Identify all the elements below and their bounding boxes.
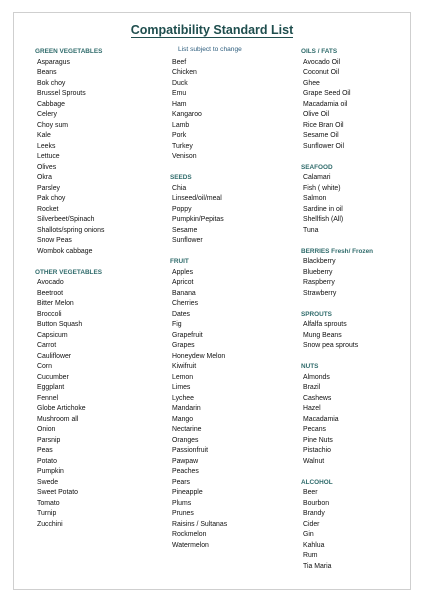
list-item: Cauliflower xyxy=(37,352,72,360)
list-item: Peaches xyxy=(172,468,199,475)
list-item: Kahlua xyxy=(303,541,325,549)
list-item: Pawpaw xyxy=(172,457,199,465)
list-item: Brazil xyxy=(303,384,321,391)
list-item: Bok choy xyxy=(37,79,66,87)
list-item: Eggplant xyxy=(37,384,65,391)
list-item: Lemon xyxy=(172,373,194,381)
section-gap xyxy=(301,299,424,310)
section-gap xyxy=(301,352,424,363)
subject-to-change-note: List subject to change xyxy=(178,46,242,53)
list-item: Kiwifruit xyxy=(172,363,197,370)
list-item: Almonds xyxy=(303,373,330,381)
list-item: Macadamia oil xyxy=(303,100,348,108)
list-item: Capsicum xyxy=(37,331,68,339)
list-item: Pistachio xyxy=(303,447,331,454)
list-item: Avocado Oil xyxy=(303,58,341,66)
list-item: Rum xyxy=(303,552,318,559)
list-item: Pears xyxy=(172,478,191,486)
list-item: Peas xyxy=(37,447,53,454)
list-item: Kale xyxy=(37,132,51,139)
list-item: Apricot xyxy=(172,279,194,286)
list-item: Turkey xyxy=(172,142,193,150)
list-item: Duck xyxy=(172,79,188,87)
list-item: Sweet Potato xyxy=(37,489,78,496)
list-item: Calamari xyxy=(303,174,331,181)
list-item: Rice Bran Oil xyxy=(303,121,344,129)
section-gap xyxy=(170,163,296,174)
list-item: Dates xyxy=(172,310,191,318)
list-item: Macadamia xyxy=(303,415,339,423)
column-2 xyxy=(170,47,296,551)
list-item: Turnip xyxy=(37,510,57,517)
list-item: Pumpkin xyxy=(37,468,64,475)
section-heading: SEAFOOD xyxy=(301,163,333,171)
list-item: Silverbeet/Spinach xyxy=(37,216,95,223)
list-item: Lychee xyxy=(172,394,194,402)
list-item: Pak choy xyxy=(37,195,66,202)
list-item: Lettuce xyxy=(37,153,60,160)
section-heading: NUTS xyxy=(301,363,319,370)
list-item: Sesame xyxy=(172,226,198,234)
list-item: Fig xyxy=(172,321,182,328)
list-item: Apples xyxy=(172,268,194,276)
list-item: Hazel xyxy=(303,405,321,412)
list-item: Mushroom all xyxy=(37,415,79,423)
list-item: Shallots/spring onions xyxy=(37,226,105,234)
list-item: Swede xyxy=(37,478,59,486)
list-item: Grape Seed Oil xyxy=(303,90,351,97)
list-item: Leeks xyxy=(37,142,56,150)
list-item: Raisins / Sultanas xyxy=(172,520,228,528)
list-item: Linseed/oil/meal xyxy=(172,195,222,202)
list-item: Passionfruit xyxy=(172,447,209,454)
list-item: Gin xyxy=(303,531,314,538)
section-gap xyxy=(35,257,161,268)
list-item: Parsnip xyxy=(37,436,61,444)
column-3 xyxy=(301,47,424,572)
list-item: Button Squash xyxy=(37,321,83,328)
list-item: Tia Maria xyxy=(303,562,332,570)
list-item: Asparagus xyxy=(37,58,70,66)
list-item: Tuna xyxy=(303,226,319,234)
list-item: Plums xyxy=(172,499,192,507)
list-item: Ghee xyxy=(303,79,320,87)
list-item: Choy sum xyxy=(37,121,69,129)
list-item: Okra xyxy=(37,174,52,181)
list-item: Potato xyxy=(37,457,57,465)
list-item: Pumpkin/Pepitas xyxy=(172,216,224,223)
list-item: Poppy xyxy=(172,205,192,213)
list-item: Coconut Oil xyxy=(303,69,340,76)
list-item: Lamb xyxy=(172,121,190,129)
list-item: Corn xyxy=(37,363,52,370)
list-item: Pork xyxy=(172,132,187,139)
list-item: Snow Peas xyxy=(37,237,72,244)
list-item: Onion xyxy=(37,426,56,433)
list-item: Beetroot xyxy=(37,289,64,297)
list-item: Bitter Melon xyxy=(37,300,74,307)
list-item: Brussel Sprouts xyxy=(37,90,86,97)
list-item: Olives xyxy=(37,163,57,171)
list-item: Alfalfa sprouts xyxy=(303,321,347,328)
list-item: Beans xyxy=(37,69,57,76)
page-title: Compatibility Standard List xyxy=(130,23,294,37)
list-item: Olive Oil xyxy=(303,111,330,118)
section-heading: ALCOHOL xyxy=(301,478,333,486)
list-item: Cucumber xyxy=(37,373,69,381)
list-item: Grapes xyxy=(172,342,195,349)
list-item: Grapefruit xyxy=(172,331,203,339)
list-item: Pecans xyxy=(303,426,326,433)
list-item: Pine Nuts xyxy=(303,436,333,444)
section-heading: BERRIES Fresh/ Frozen xyxy=(301,247,374,255)
list-item: Mandarin xyxy=(172,405,201,412)
list-item: Sunflower Oil xyxy=(303,142,344,150)
section-heading: OILS / FATS xyxy=(301,48,338,55)
section-heading: FRUIT xyxy=(170,258,189,265)
list-item: Mung Beans xyxy=(303,331,342,339)
list-item: Sesame Oil xyxy=(303,132,339,139)
list-item: Broccoli xyxy=(37,310,62,318)
list-item: Rockmelon xyxy=(172,531,207,538)
list-item: Ham xyxy=(172,100,187,108)
section-heading: GREEN VEGETABLES xyxy=(35,48,103,55)
list-item: Beer xyxy=(303,489,318,496)
list-item: Brandy xyxy=(303,510,325,517)
list-item: Salmon xyxy=(303,195,327,202)
list-item: Carrot xyxy=(37,342,57,349)
list-item: Banana xyxy=(172,289,196,297)
list-item: Nectarine xyxy=(172,426,202,433)
list-item: Strawberry xyxy=(303,289,337,297)
list-item: Limes xyxy=(172,384,191,391)
list-item: Zucchini xyxy=(37,520,63,528)
list-item: Venison xyxy=(172,153,197,160)
list-item: Cherries xyxy=(172,300,199,307)
section-gap xyxy=(301,236,424,247)
list-item: Rocket xyxy=(37,205,59,213)
list-item: Avocado xyxy=(37,279,64,286)
section-heading: SEEDS xyxy=(170,174,192,181)
list-item: Fennel xyxy=(37,394,59,402)
list-item: Celery xyxy=(37,111,57,118)
column-1 xyxy=(35,47,161,530)
list-item: Wombok cabbage xyxy=(37,247,93,255)
list-item: Cabbage xyxy=(37,100,65,108)
list-item: Watermelon xyxy=(172,541,209,549)
list-item: Fish ( white) xyxy=(303,184,341,192)
section-gap xyxy=(170,247,296,258)
list-item: Oranges xyxy=(172,436,199,444)
list-item: Chia xyxy=(172,184,187,192)
list-item: Blueberry xyxy=(303,268,333,276)
list-item: Pineapple xyxy=(172,489,203,496)
list-item: Chicken xyxy=(172,69,197,76)
list-item: Cashews xyxy=(303,394,332,402)
list-item: Mango xyxy=(172,415,194,423)
list-item: Shellfish (All) xyxy=(303,216,344,223)
list-item: Sunflower xyxy=(172,237,203,244)
list-item: Sardine in oil xyxy=(303,205,343,213)
list-item: Parsley xyxy=(37,184,60,192)
list-item: Blackberry xyxy=(303,258,336,265)
list-item: Prunes xyxy=(172,510,194,517)
document-page xyxy=(13,12,411,590)
list-item: Tomato xyxy=(37,499,60,507)
list-item: Bourbon xyxy=(303,499,330,507)
list-item: Beef xyxy=(172,58,187,66)
list-item: Honeydew Melon xyxy=(172,352,226,360)
list-item: Emu xyxy=(172,90,187,97)
list-item: Kangaroo xyxy=(172,111,202,118)
list-item: Walnut xyxy=(303,457,325,465)
section-heading xyxy=(170,47,296,58)
list-item: Snow pea sprouts xyxy=(303,342,359,349)
list-item: Cider xyxy=(303,520,320,528)
section-gap xyxy=(301,467,424,478)
section-gap xyxy=(301,152,424,163)
section-heading: OTHER VEGETABLES xyxy=(35,268,102,276)
list-item: Raspberry xyxy=(303,279,335,286)
section-heading: SPROUTS xyxy=(301,310,332,318)
list-item: Globe Artichoke xyxy=(37,405,86,412)
